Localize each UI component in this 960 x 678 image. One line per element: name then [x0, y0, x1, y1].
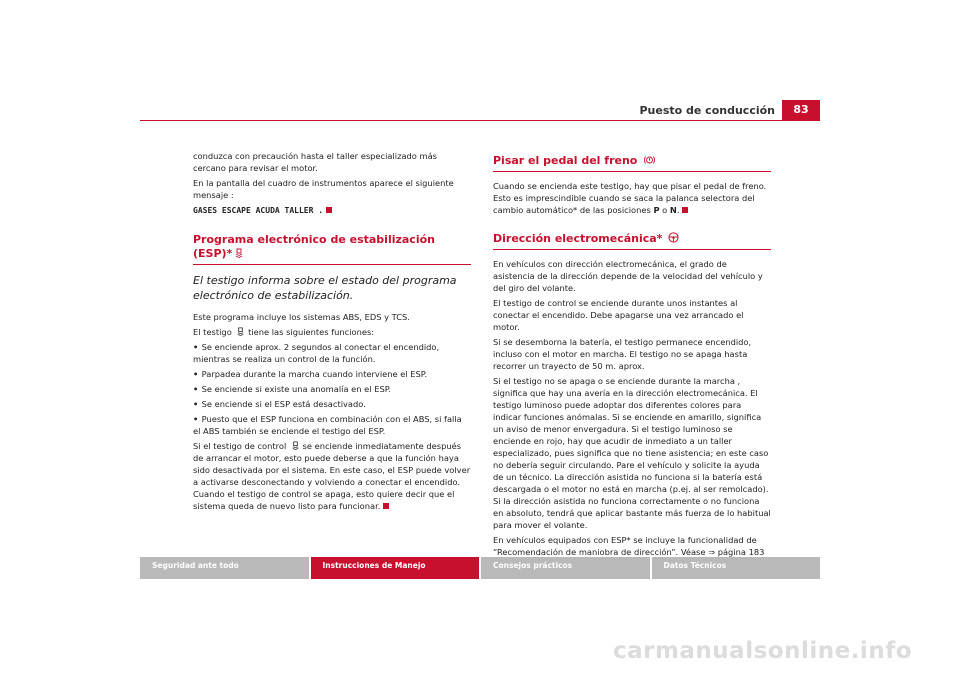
tab-datos[interactable]: Datos Técnicos: [652, 557, 821, 579]
footer-nav: [140, 557, 820, 579]
paragraph: [193, 204, 471, 217]
left-column: [193, 150, 471, 515]
header-rule: [140, 120, 820, 121]
end-of-section-mark: [682, 207, 688, 213]
section-title: Puesto de conducción: [639, 104, 775, 117]
paragraph: En vehículos equipados con ESP* se incluye la funcionalidad de “Recomendación de maniobra de dirección”. Véase ⇒ página 183: [493, 534, 771, 570]
page-number: 83: [782, 100, 820, 120]
esp-subtitle: El testigo informa sobre el estado del programa electrónico de estabilización.: [193, 274, 457, 302]
heading-brake: Pisar el pedal del freno: [493, 154, 771, 172]
esp-skid-icon: [291, 441, 300, 450]
steering-warning-icon: [668, 232, 679, 243]
tab-instrucciones[interactable]: Instrucciones de Manejo: [311, 557, 480, 579]
paragraph: Este programa incluye los sistemas ABS, EDS y TCS.: [193, 312, 410, 322]
watermark: carmanualsonline.info: [612, 638, 912, 664]
paragraph: El testigo de control se enciende durante unos instantes al conectar el encendido. Debe apagarse una vez arrancado el motor.: [493, 298, 744, 332]
paragraph: Cuando se encienda este testigo, hay que pisar el pedal de freno. Esto es imprescindible cuando se saca la palanca selectora del cambio automático* de las posiciones P o N.: [493, 181, 767, 215]
paragraph: En vehículos con dirección electromecánica, el grado de asistencia de la dirección depende de la velocidad del vehículo y del giro del volante.: [493, 259, 763, 293]
page-header: [140, 104, 820, 120]
end-of-section-mark: [326, 207, 332, 213]
right-column: [493, 150, 771, 573]
list-item: • Se enciende aprox. 2 segundos al conectar el encendido, mientras se realiza un control de la función.: [193, 342, 440, 364]
heading-esp: Programa electrónico de estabilización (ESP)*: [193, 233, 471, 265]
list-item: • Se enciende si existe una anomalía en el ESP.: [193, 384, 392, 394]
brake-pedal-icon: [643, 155, 656, 165]
paragraph: Si el testigo de control se enciende inmediatamente después de arrancar el motor, esto puede deberse a que la función haya sido desactivada por el sistema. En este caso, el ESP puede volver a activarse desconectando y volviendo a conectar el encendido. Cuando el testigo de control se apaga, esto quiere decir que el sistema queda de nuevo listo para funcionar.: [193, 441, 471, 511]
tab-consejos[interactable]: Consejos prácticos: [481, 557, 650, 579]
paragraph: conduzca con precaución hasta el taller especializado más cercano para revisar el motor.: [193, 151, 437, 173]
list-item: • Parpadea durante la marcha cuando interviene el ESP.: [193, 369, 428, 379]
paragraph: El testigo tiene las siguientes funciones:: [193, 327, 375, 337]
list-item: • Puesto que el ESP funciona en combinación con el ABS, si falla el ABS también se enciende el testigo del ESP.: [193, 414, 462, 436]
paragraph: Si se desemborna la batería, el testigo permanece encendido, incluso con el motor en marcha. El testigo no se apaga hasta recorrer un trayecto de 50 m. aprox.: [493, 337, 752, 371]
paragraph: Si el testigo no se apaga o se enciende durante la marcha , significa que hay una avería en la dirección electromecánica. El testigo luminoso puede adoptar dos diferentes colores para indicar funciones anómalas. Si se enciende en amarillo, significa un aviso de menor envergadura. Si el testigo luminoso se enciende en rojo, hay que acudir de inmediato a un taller especializado, pues significa que no tiene asistencia; en este caso no debería seguir circulando. Pare el vehículo y solicite la ayuda de un técnico. La dirección asistida no funciona si la batería está descargada o el motor no está en marcha (p.ej. al ser remolcado). Si la dirección asistida no funciona correctamente o no funciona en absoluto, tendrá que aplicar bastante más fuerza de lo habitual para mover el volante.: [493, 376, 771, 530]
end-of-section-mark: [383, 503, 389, 509]
tab-seguridad[interactable]: Seguridad ante todo: [140, 557, 309, 579]
heading-steering: Dirección electromecánica*: [493, 232, 771, 250]
paragraph: En la pantalla del cuadro de instrumentos aparece el siguiente mensaje :: [193, 178, 454, 200]
list-item: • Se enciende si el ESP está desactivado.: [193, 399, 366, 409]
esp-skid-icon: [236, 327, 245, 336]
esp-skid-icon: [234, 248, 244, 258]
display-message: GASES ESCAPE ACUDA TALLER .: [193, 206, 324, 215]
